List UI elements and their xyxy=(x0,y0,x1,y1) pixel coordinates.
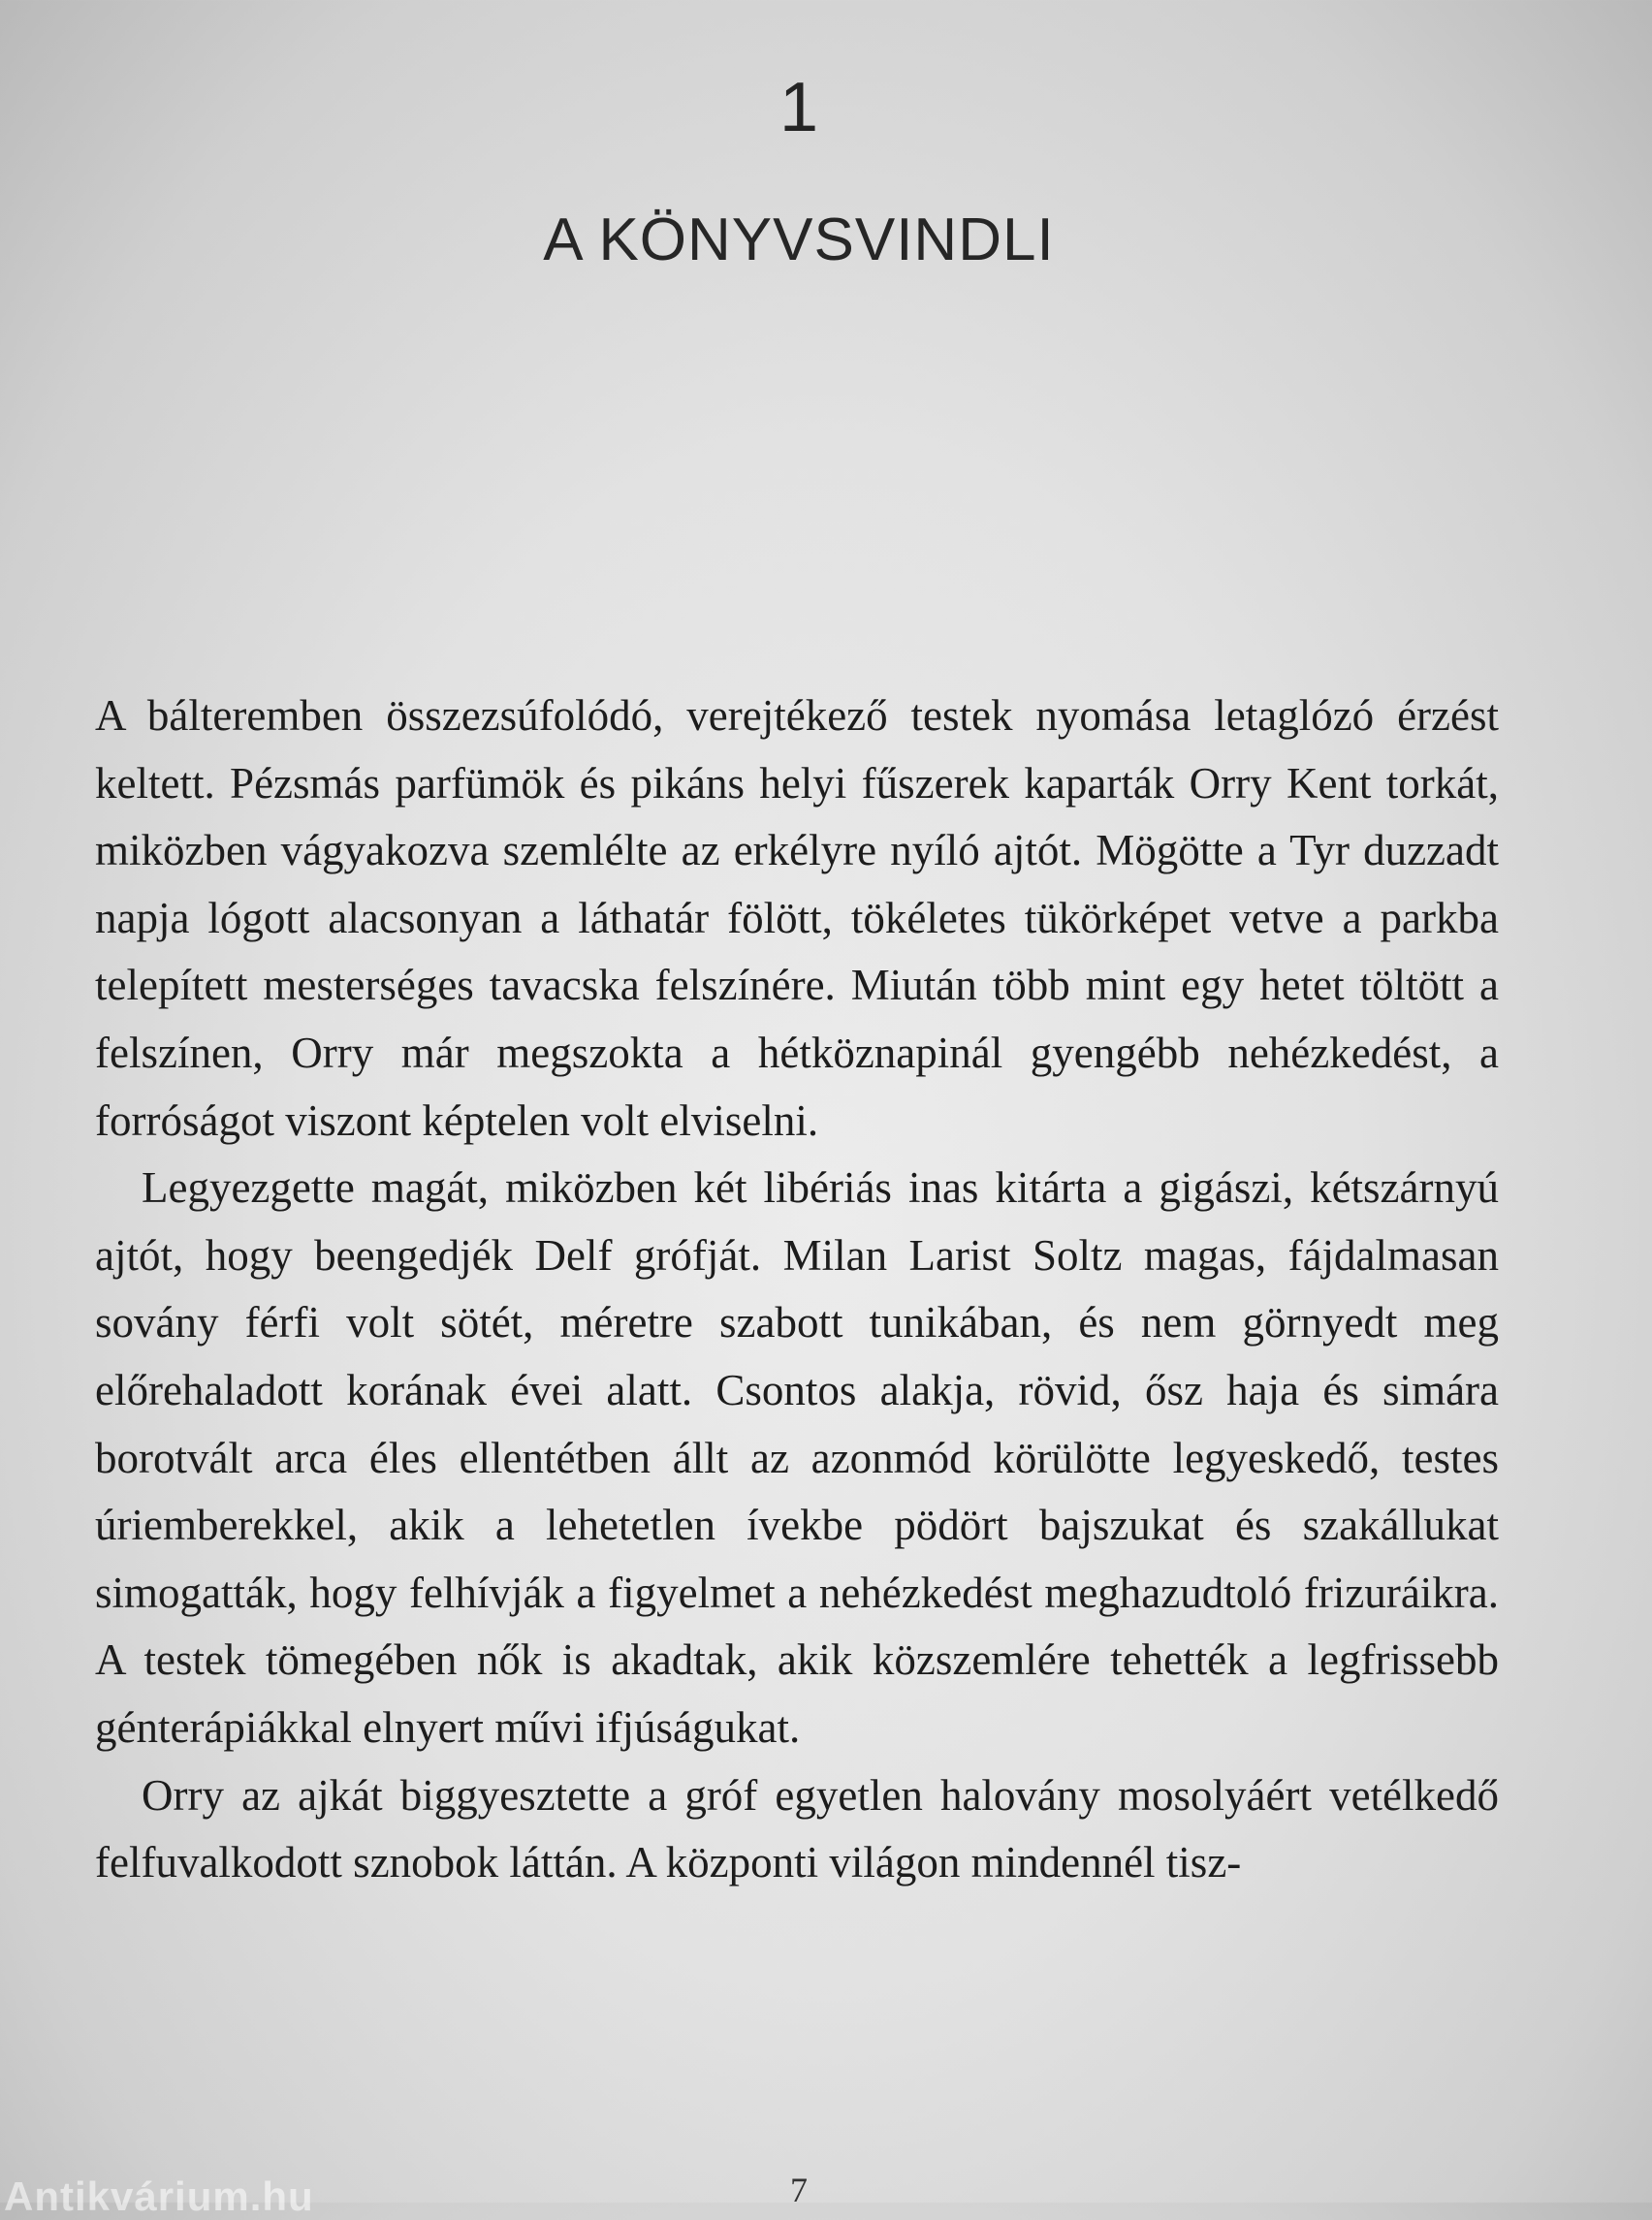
page-number: 7 xyxy=(790,2171,808,2209)
paragraph: Legyezgette magát, miközben két libériás inas kitárta a gigászi, kétszárnyú ajtót, hogy beengedjék Delf grófját. Milan Larist Soltz magas, fájdalmasan sovány férfi volt sötét, méretre szabott tunikában, és nem görnyedt meg előrehaladott korának évei alatt. Csontos alakja, rövid, ősz haja és simára borotvált arca éles ellentétben állt az azonmód körülötte legyeskedő, testes úriemberekkel, akik a lehetetlen ívekbe pödört bajszukat és szakállukat simogatták, hogy felhívják a figyelmet a nehézkedést meghazudtoló frizuráikra. A testek tömegében nők is akadtak, akik közszemlére tehették a legfrissebb génterápiákkal elnyert művi ifjúságukat. xyxy=(95,1163,1499,1752)
chapter-number: 1 xyxy=(778,69,819,146)
body-text xyxy=(95,682,1499,1897)
watermark: Antikvárium.hu xyxy=(4,2173,314,2219)
chapter-title: A KÖNYVSVINDLI xyxy=(543,206,1055,273)
paragraph: Orry az ajkát biggyesztette a gróf egyetlen halovány mosolyáért vetélkedő felfuvalkodott sznobok láttán. A központi világon mindennél tisz- xyxy=(95,1770,1499,1887)
paragraph: A bálteremben összezsúfolódó, verejtékező testek nyomása letaglózó érzést keltett. Pézsmás parfümök és pikáns helyi fűszerek kaparták Orry Kent torkát, miközben vágyakozva szemlélte az erkélyre nyíló ajtót. Mögötte a Tyr duzzadt napja lógott alacsonyan a láthatár fölött, tökéletes tükörképet vetve a parkba telepített mesterséges tavacska felszínére. Miután több mint egy hetet töltött a felszínen, Orry már megszokta a hétköznapinál gyengébb nehézkedést, a forróságot viszont képtelen volt elviselni. xyxy=(95,691,1499,1145)
